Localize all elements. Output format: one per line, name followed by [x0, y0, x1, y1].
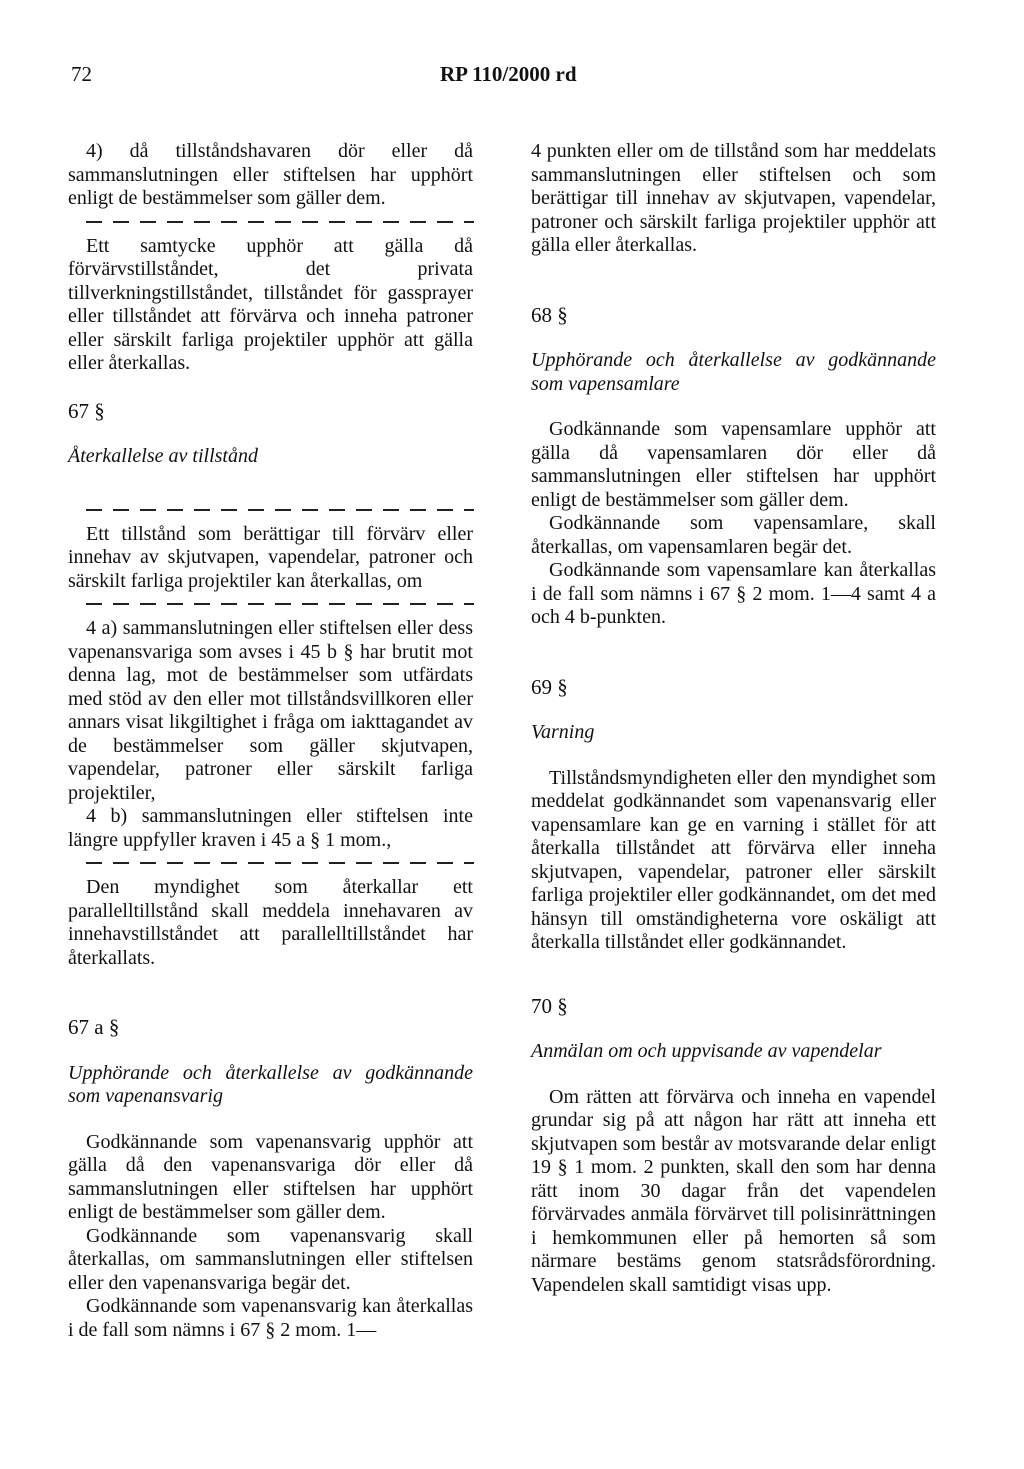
section-title-67a: Upphörande och återkallelse av godkännande som vapenansvarig [68, 1061, 473, 1107]
section-number-68: 68 § [531, 302, 568, 327]
paragraph: Ett tillstånd som berättigar till förvärv eller innehav av skjutvapen, vapendelar, patroner och särskilt farliga projektiler kan återkallas, om [68, 522, 473, 592]
paragraph: Godkännande som vapensamlare kan återkallas i de fall som nämns i 67 § 2 mom. 1—4 samt 4 a och 4 b-punkten. [531, 559, 936, 628]
paragraph: Godkännande som vapensamlare, skall återkallas, om vapensamlaren begär det. [531, 512, 936, 558]
section-title-67: Återkallelse av tillstånd [68, 445, 258, 467]
paragraph: Godkännande som vapenansvarig kan återkallas i de fall som nämns i 67 § 2 mom. 1— [68, 1295, 473, 1341]
paragraph: Om rätten att förvärva och inneha en vapendel grundar sig på att någon har rätt att inneha ett skjutvapen som består av motsvarande delar enligt 19 § 1 mom. 2 punkten, skall den som har denna rätt inom 30 dagar från det vapendelen förvärvades anmäla förvärvet till polisinrättningen i hemkommunen eller på hemorten så som närmare bestäms genom statsrådsförordning. Vapendelen skall samtidigt visas upp. [531, 1085, 936, 1296]
running-title: RP 110/2000 rd [440, 62, 577, 86]
omission-dashes [86, 221, 474, 223]
paragraph: Godkännande som vapenansvarig skall återkallas, om sammanslutningen eller stiftelsen eller den vapenansvariga begär det. [68, 1224, 473, 1294]
omission-dashes [86, 603, 474, 605]
section-number-67a: 67 a § [68, 1015, 120, 1039]
section-title-68: Upphörande och återkallelse av godkännande som vapensamlare [531, 349, 936, 395]
paragraph: 4 b) sammanslutningen eller stiftelsen inte längre uppfyller kraven i 45 a § 1 mom., [68, 805, 473, 851]
paragraph: Godkännande som vapensamlare upphör att gälla då vapensamlaren dör eller då sammanslutningen eller stiftelsen har upphört enligt de bestämmelser som gäller dem. [531, 418, 936, 511]
paragraph: Godkännande som vapenansvarig upphör att gälla då den vapenansvariga dör eller då sammanslutningen eller stiftelsen har upphört enligt de bestämmelser som gäller dem. [68, 1130, 473, 1223]
section-number-67: 67 § [68, 398, 105, 423]
section-number-69: 69 § [531, 674, 568, 699]
paragraph: 4) då tillståndshavaren dör eller då sammanslutningen eller stiftelsen har upphört enligt de bestämmelser som gäller dem. [68, 140, 473, 209]
section-title-69: Varning [531, 721, 595, 743]
page-number: 72 [71, 62, 92, 86]
section-number-70: 70 § [531, 993, 568, 1018]
paragraph: 4 punkten eller om de tillstånd som har meddelats sammanslutningen eller stiftelsen och som berättigar till innehav av skjutvapen, vapendelar, patroner och särskilt farliga projektiler upphör att gälla eller återkallas. [531, 140, 936, 256]
paragraph: Ett samtycke upphör att gälla då förvärvstillståndet, det privata tillverkningstillståndet, tillståndet för gassprayer eller tillståndet att förvärva och inneha patroner eller särskilt farliga projektiler upphör att gälla eller återkallas. [68, 234, 473, 374]
section-title-70: Anmälan om och uppvisande av vapendelar [531, 1040, 882, 1062]
paragraph: 4 a) sammanslutningen eller stiftelsen eller dess vapenansvariga som avses i 45 b § har brutit mot denna lag, mot de bestämmelser som utfärdats med stöd av den eller mot tillståndsvillkoren eller annars visat likgiltighet i fråga om iakttagandet av de bestämmelser som gäller skjutvapen, vapendelar, patroner eller särskilt farliga projektiler, [68, 617, 473, 804]
paragraph: Den myndighet som återkallar ett parallelltillstånd skall meddela innehavaren av innehavstillståndet att parallelltillståndet har återkallats. [68, 876, 473, 969]
left-column [68, 140, 473, 1342]
omission-dashes [86, 509, 474, 511]
omission-dashes [86, 862, 474, 864]
right-column [531, 140, 936, 1297]
paragraph: Tillståndsmyndigheten eller den myndighet som meddelat godkännandet som vapenansvarig eller vapensamlare kan ge en varning i stället för att återkalla tillståndet att förvärva eller inneha skjutvapen, vapendelar, patroner eller särskilt farliga projektiler eller godkännandet, om det med hänsyn till omständigheterna vore oskäligt att återkalla tillståndet eller godkännandet. [531, 766, 936, 953]
